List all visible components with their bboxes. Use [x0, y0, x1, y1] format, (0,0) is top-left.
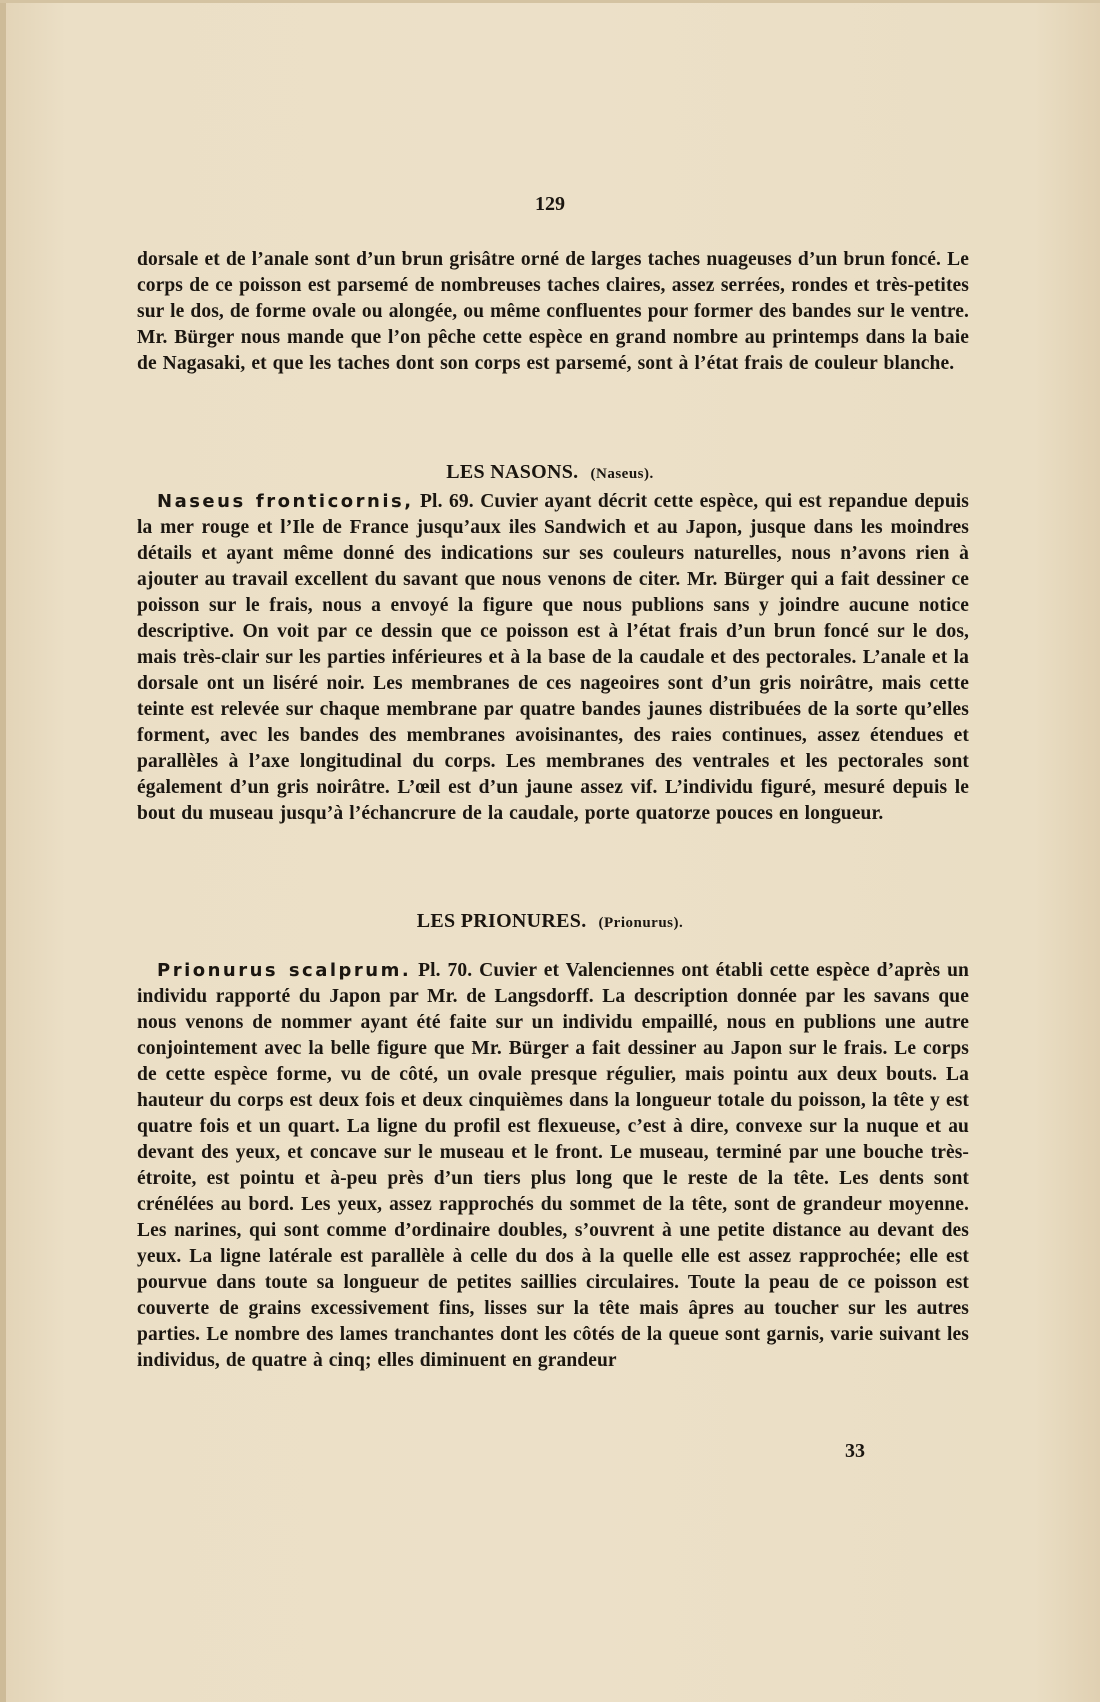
heading-prionures-title: LES PRIONURES. — [416, 910, 587, 932]
prionures-text-paragraph — [137, 958, 969, 1374]
page-top-edge — [0, 0, 1100, 3]
section-heading-nasons — [0, 461, 1100, 484]
heading-prionures-genus: (Prionurus). — [598, 915, 684, 931]
intro-text: dorsale et de l’anale sont d’un brun grisâtre orné de larges taches nuageuses d’un brun foncé. Le corps de ce poisson est parsemé de nombreuses taches claires, assez serrées, rondes et très-petites sur le dos, de forme ovale ou alongée, ou même confluentes pour former des bandes sur le ventre. Mr. Bürger nous mande que l’on pêche cette espèce en grand nombre au printemps dans la baie de Nagasaki, et que les taches dont son corps est parsemé, sont à l’état frais de couleur blanche. — [137, 249, 969, 374]
section-heading-prionures — [0, 910, 1100, 933]
nasons-body-text: Cuvier ayant décrit cette espèce, qui est repandue depuis la mer rouge et l’Ile de France jusqu’aux iles Sandwich et au Japon, jusque dans les moindres détails et ayant même donné des indications sur ses couleurs naturelles, nous n’avons rien à ajouter au travail excellent du savant que nous venons de citer. Mr. Bürger qui a fait dessiner ce poisson sur le frais, nous a envoyé la figure que nous publions sans y joindre aucune notice descriptive. On voit par ce dessin que ce poisson est à l’état frais d’un brun foncé sur le dos, mais très-clair sur les parties inférieures et à la base de la caudale et des pectorales. L’anale et la dorsale ont un liséré noir. Les membranes de ces nageoires sont d’un gris noirâtre, mais cette teinte est relevée sur chaque membrane par quatre bandes jaunes distribuées de la sorte qu’elles forment, avec les bandes des membranes avoisinantes, des raies continues, assez étendues et parallèles à l’axe longitudinal du corps. Les membranes des ventrales et les pectorales sont également d’un gris noirâtre. L’œil est d’un jaune assez vif. L’individu figuré, mesuré depuis le bout du museau jusqu’à l’échancrure de la caudale, porte quatorze pouces en longueur. — [137, 491, 969, 824]
prionures-paragraph — [137, 958, 969, 1374]
heading-nasons-genus: (Naseus). — [590, 466, 654, 482]
intro-paragraph — [137, 247, 969, 377]
heading-nasons-title: LES NASONS. — [446, 461, 579, 483]
page-number: 129 — [535, 193, 565, 215]
plate-ref-70: Pl. 70. — [418, 960, 473, 981]
species-prionurus-scalprum: Prionurus scalprum. — [157, 960, 412, 981]
folio-signature: 33 — [845, 1440, 865, 1462]
page-left-edge — [0, 0, 6, 1702]
prionures-body-text: Cuvier et Valenciennes ont établi cette espèce d’après un individu rapporté du Japon par Mr. de Langsdorff. La description donnée par les savans que nous venons de nommer ayant été faite sur un individu empaillé, nous en publions une autre conjointement avec la belle figure que Mr. Bürger a fait dessiner au Japon sur le frais. Le corps de cette espèce forme, vu de côté, un ovale presque régulier, mais pointu aux deux bouts. La hauteur du corps est deux fois et deux cinquièmes dans la longueur totale du poisson, la tête y est quatre fois et un quart. La ligne du profil est flexueuse, c’est à dire, convexe sur la nuque et au devant des yeux, et concave sur le museau et le front. Le museau, terminé par une bouche très-étroite, est pointu et à-peu près d’un tiers plus long que le reste de la tête. Les dents sont crénélées au bord. Les yeux, assez rapprochés du sommet de la tête, sont de grandeur moyenne. Les narines, qui sont comme d’ordinaire doubles, s’ouvrent à une petite distance au devant des yeux. La ligne latérale est parallèle à celle du dos à la quelle elle est assez rapprochée; elle est pourvue dans toute sa longueur de petites saillies circulaires. Toute la peau de ce poisson est couverte de grains excessivement fins, lisses sur la tête mais âpres au toucher sur les autres parties. Le nombre des lames tranchantes dont les côtés de la queue sont garnis, varie suivant les individus, de quatre à cinq; elles diminuent en grandeur — [137, 960, 970, 1371]
nasons-text-paragraph — [137, 489, 969, 827]
plate-ref-69: Pl. 69. — [420, 491, 474, 512]
nasons-paragraph — [137, 489, 969, 827]
species-naseus-fronticornis: Naseus fronticornis, — [157, 491, 414, 512]
